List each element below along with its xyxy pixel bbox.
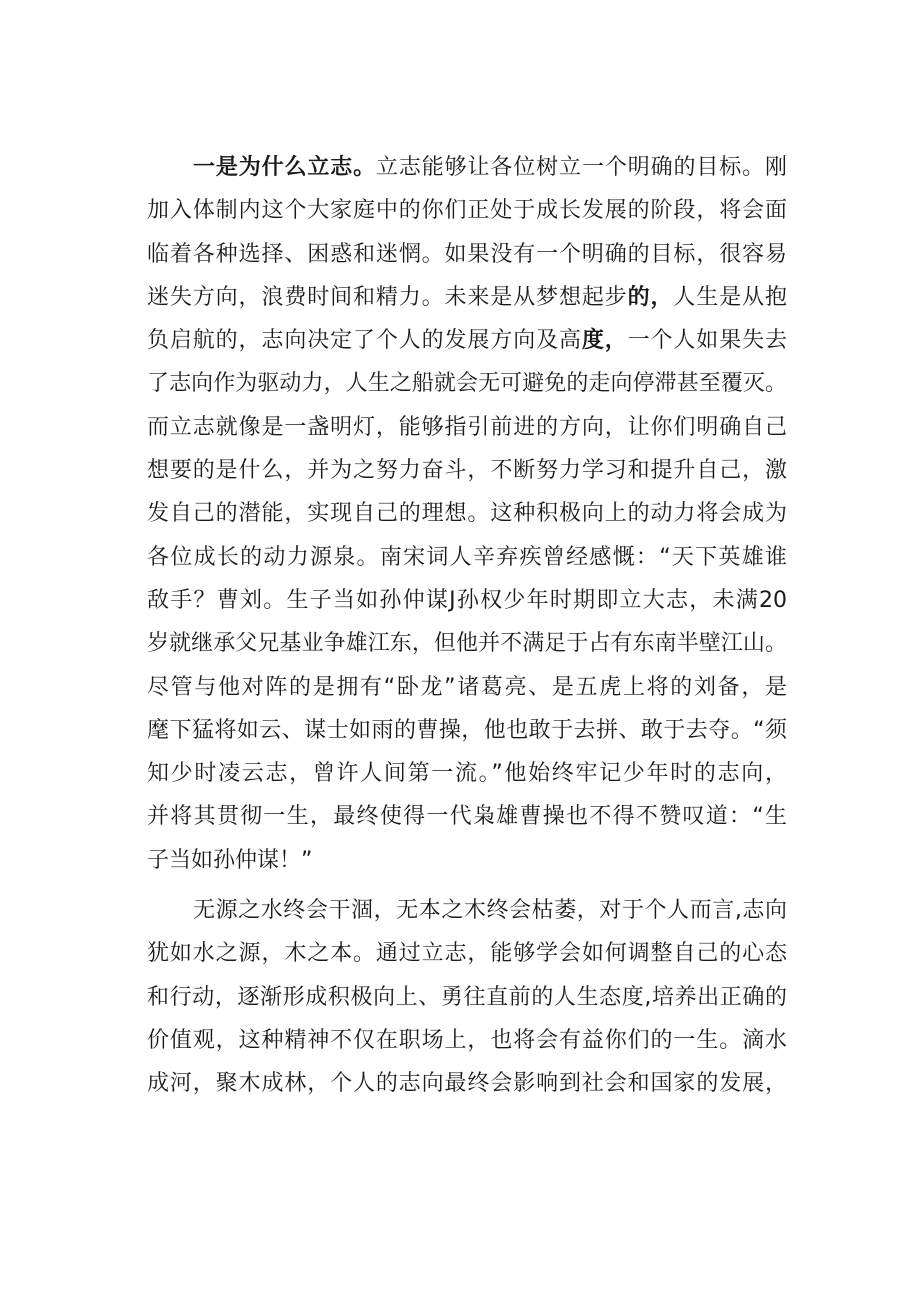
text-line: 各位成长的动力源泉。南宋词人辛弃疾曾经感慨：“天下英雄谁 bbox=[147, 544, 787, 570]
text-line: 敌手？曹刘。生子当如孙仲谋J孙权少年时期即立大志，未满20 bbox=[147, 587, 787, 613]
text-line: 麾下猛将如云、谋士如雨的曹操，他也敢于去拼、敢于去夺。“须 bbox=[147, 717, 787, 743]
text-line: 知少时凌云志，曾许人间第一流。”他始终牢记少年时的志向， bbox=[147, 761, 787, 787]
section-heading: 一是为什么立志。 bbox=[193, 155, 377, 180]
text-line: 发自己的潜能，实现自己的理想。这种积极向上的动力将会成为 bbox=[147, 501, 787, 527]
text-line: 尽管与他对阵的是拥有“卧龙”诸葛亮、是五虎上将的刘备，是 bbox=[147, 674, 788, 700]
text-line: 负启航的，志向决定了个人的发展方向及高度，一个人如果失去 bbox=[147, 328, 787, 354]
paragraph-why-aspire bbox=[147, 146, 787, 882]
text-line: 子当如孙仲谋！” bbox=[147, 847, 313, 873]
text-line: 迷失方向，浪费时间和精力。未来是从梦想起步的，人生是从抱 bbox=[147, 284, 787, 310]
text-line: 价值观，这种精神不仅在职场上，也将会有益你们的一生。滴水 bbox=[147, 1027, 787, 1053]
text-line: 临着各种选择、困惑和迷惘。如果没有一个明确的目标，很容易 bbox=[147, 241, 787, 267]
text-line: 犹如水之源，木之本。通过立志，能够学会如何调整自己的心态 bbox=[147, 941, 787, 967]
paragraph-source-of-water bbox=[147, 889, 787, 1105]
text-line: 岁就继承父兄基业争雄江东，但他并不满足于占有东南半壁江山。 bbox=[147, 631, 787, 657]
text-line: 和行动，逐渐形成积极向上、勇往直前的人生态度,培养出正确的 bbox=[147, 984, 787, 1010]
text-line: 而立志就像是一盏明灯，能够指引前进的方向，让你们明确自己 bbox=[147, 414, 787, 440]
text-line: 并将其贯彻一生，最终使得一代枭雄曹操也不得不赞叹道：“生 bbox=[147, 804, 787, 830]
text-line: 一是为什么立志。立志能够让各位树立一个明确的目标。刚 bbox=[193, 155, 787, 180]
text-line: 想要的是什么，并为之努力奋斗，不断努力学习和提升自己，激 bbox=[147, 458, 787, 484]
text-line: 加入体制内这个大家庭中的你们正处于成长发展的阶段，将会面 bbox=[147, 198, 787, 224]
text-line: 无源之水终会干涸，无本之木终会枯萎，对于个人而言,志向 bbox=[193, 898, 787, 923]
text-line: 了志向作为驱动力，人生之船就会无可避免的走向停滞甚至覆灭。 bbox=[147, 371, 787, 397]
text-line: 成河，聚木成林，个人的志向最终会影响到社会和国家的发展， bbox=[147, 1071, 787, 1097]
